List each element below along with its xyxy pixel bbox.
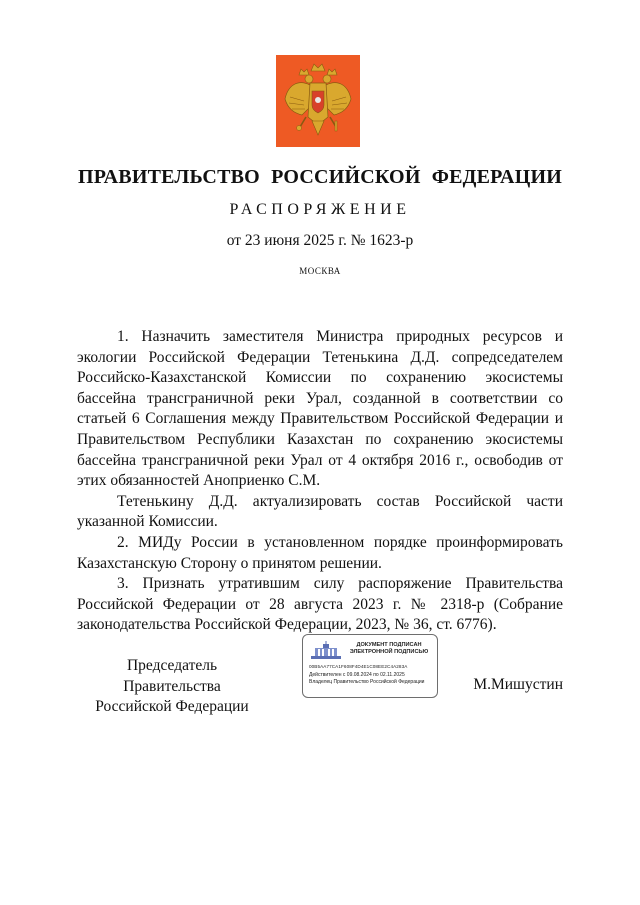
signer-position-line-1: Председатель Правительства (123, 657, 221, 695)
stamp-title (343, 642, 435, 656)
paragraph-1-continuation: Тетенькину Д.Д. актуализировать состав Российской части указанной Комиссии. (77, 492, 563, 531)
russian-coat-of-arms-icon (276, 55, 360, 147)
stamp-title-line-1: ДОКУМЕНТ ПОДПИСАН (356, 642, 422, 648)
document-body (77, 327, 563, 636)
signer-position-line-2: Российской Федерации (95, 698, 249, 716)
electronic-signature-stamp (302, 634, 438, 698)
stamp-title-line-2: ЭЛЕКТРОННОЙ ПОДПИСЬЮ (349, 649, 429, 655)
document-city: МОСКВА (299, 266, 341, 276)
document-type: РАСПОРЯЖЕНИЕ (229, 201, 411, 218)
stamp-owner: Владелец Правительство Российской Федерации (309, 679, 425, 685)
paragraph-2: 2. МИДу России в установленном порядке проинформировать Казахстанскую Сторону о принятом решении. (77, 533, 563, 572)
stamp-validity: Действителен с 09.08.2024 по 02.11.2025 (309, 672, 405, 678)
government-building-icon (309, 641, 343, 661)
paragraph-1: 1. Назначить заместителя Министра природных ресурсов и экологии Российской Федерации Тетенькина Д.Д. сопредседателем Российско-Казахстанской Комиссии по сохранению экосистемы бассейна трансграничной реки Урал, созданной в соответствии со статьей 6 Соглашения между Правительством Российской Федерации и Правительством Республики Казахстан по сохранению экосистемы бассейна трансграничной реки Урал от 4 октября 2016 г., освободив от этих обязанностей Аноприенко С.М. (77, 328, 563, 490)
paragraph-3: 3. Признать утратившим силу распоряжение Правительства Российской Федерации от 28 августа 2023 г. № 2318-р (Собрание законодательства Российской Федерации, 2023, № 36, ст. 6776). (77, 575, 563, 634)
stamp-certificate: 00B5AA77CA1F608F4D4E1C08EE2C4A283A (309, 664, 408, 669)
signer-position (77, 656, 267, 718)
government-title: ПРАВИТЕЛЬСТВО РОССИЙСКОЙ ФЕДЕРАЦИИ (78, 166, 562, 188)
signer-name: М.Мишустин (473, 676, 563, 693)
document-date-number: от 23 июня 2025 г. № 1623-р (226, 232, 414, 249)
